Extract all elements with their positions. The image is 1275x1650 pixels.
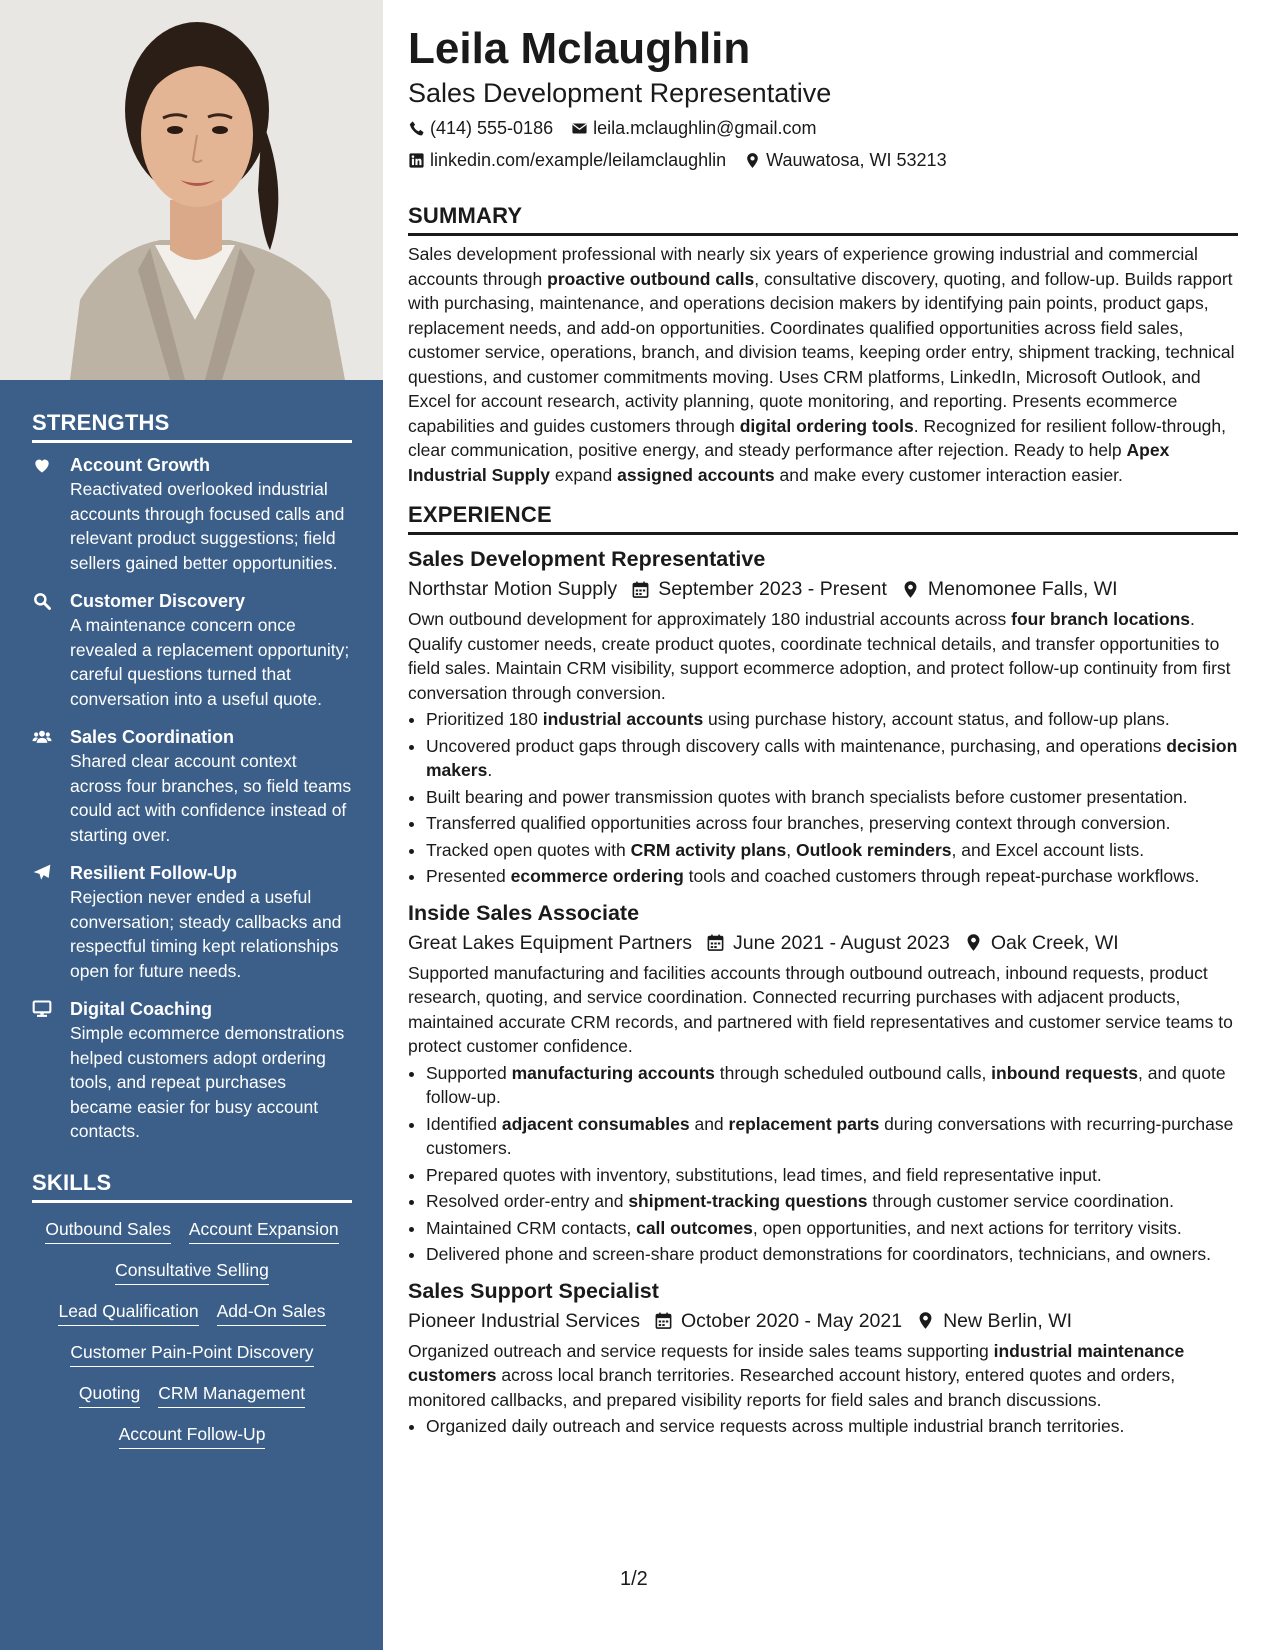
bullet-item <box>426 1242 1238 1267</box>
calendar-icon <box>706 933 725 952</box>
job-dates <box>706 929 950 957</box>
bullet-text: Transferred qualified opportunities across four branches, preserving context through conversion. <box>426 813 1171 833</box>
skill-row <box>32 1299 352 1326</box>
job-meta <box>408 929 1238 957</box>
experience-heading: EXPERIENCE <box>408 501 1238 535</box>
bullet-text: and <box>689 1113 729 1134</box>
skill-tag: Account Expansion <box>189 1217 339 1244</box>
bullet-item <box>426 1216 1238 1241</box>
job-company: Great Lakes Equipment Partners <box>408 931 692 954</box>
job-title: Inside Sales Associate <box>408 900 640 925</box>
job-dates-text: October 2020 - May 2021 <box>680 1309 903 1332</box>
bullet-text: Delivered phone and screen-share product demonstrations for coordinators, technicians, and owners. <box>426 1244 1212 1264</box>
skill-tag: Customer Pain-Point Discovery <box>70 1340 313 1367</box>
job-location-text: Oak Creek, WI <box>990 931 1119 954</box>
bullet-text: , and Excel account lists. <box>951 839 1145 860</box>
job-desc-part: . Qualify customer needs, create product quotes, coordinate technical details, and transfer opportunities to field sales. Maintain CRM visibility, support ecommerce adoption, and protect follow-up continuity from first conversation through conversion. <box>408 609 1231 703</box>
bullet-text: , <box>786 839 796 860</box>
search-icon <box>32 591 52 611</box>
summary-emphasis: Apex Industrial Supply <box>408 440 1170 485</box>
bullet-item <box>426 734 1238 783</box>
bullet-text: tools and coached customers through repeat-purchase workflows. <box>683 866 1200 886</box>
job-company: Pioneer Industrial Services <box>408 1309 640 1332</box>
profile-photo <box>0 0 383 380</box>
bullet-item <box>426 785 1238 810</box>
bullet-item <box>426 1414 1238 1439</box>
bullet-item <box>426 1112 1238 1161</box>
contact-linkedin[interactable] <box>408 148 726 172</box>
bullet-text: Uncovered product gaps through discovery calls with maintenance, purchasing, and operations <box>426 735 1167 756</box>
users-icon <box>32 727 52 747</box>
skill-tag: CRM Management <box>158 1381 305 1408</box>
job-meta <box>408 575 1238 603</box>
strength-item <box>32 589 352 711</box>
job-desc-emphasis: four branch locations <box>1011 609 1191 629</box>
bullet-text: Presented <box>426 866 511 886</box>
candidate-title: Sales Development Representative <box>408 78 832 108</box>
skill-tag: Outbound Sales <box>45 1217 171 1244</box>
job-bullets <box>408 1061 1238 1267</box>
calendar-icon <box>631 580 650 599</box>
strength-description: Simple ecommerce demonstrations helped customers adopt ordering tools, and repeat purchases became easier for busy account contacts. <box>70 1023 345 1141</box>
summary-emphasis: digital ordering tools <box>739 415 914 436</box>
contact-line <box>408 148 1238 172</box>
skill-row <box>32 1340 352 1367</box>
summary-text-part: expand <box>549 464 618 485</box>
phone-icon <box>408 120 425 137</box>
job-description <box>408 1339 1238 1413</box>
skill-tag: Lead Qualification <box>58 1299 198 1326</box>
map-pin-icon <box>901 580 920 599</box>
job-desc-part: across local branch territories. Researched account history, entered quotes and orders, monitored callbacks, and prepared visibility reports for field sales and branch discussions. <box>408 1365 1176 1410</box>
bullet-text: Resolved order-entry and <box>426 1191 629 1211</box>
job-dates-text: June 2021 - August 2023 <box>732 931 950 954</box>
strength-title: Digital Coaching <box>70 999 213 1019</box>
calendar-icon <box>654 1311 673 1330</box>
skill-row <box>32 1217 352 1244</box>
map-pin-icon <box>916 1311 935 1330</box>
linkedin-text: linkedin.com/example/leilamclaughlin <box>430 150 727 170</box>
strength-title: Resilient Follow-Up <box>70 863 238 883</box>
strength-description: Shared clear account context across four branches, so field teams could act with confidence instead of starting over. <box>70 751 352 845</box>
monitor-icon <box>32 999 52 1019</box>
bullet-text: during conversations with recurring-purchase customers. <box>426 1113 1234 1158</box>
skill-tag: Quoting <box>79 1381 140 1408</box>
bullet-text: Built bearing and power transmission quotes with branch specialists before customer presentation. <box>426 786 1188 807</box>
job-location-text: Menomonee Falls, WI <box>927 578 1118 600</box>
job-title: Sales Development Representative <box>408 547 766 571</box>
bullet-emphasis: inbound requests <box>991 1062 1138 1083</box>
summary-text-part: , consultative discovery, quoting, and follow-up. Builds rapport with purchasing, maintenance, and operations decision makers by identifying pain points, product gaps, replacement needs, and add-on opportunities. Coordinates qualified opportunities across field sales, customer service, operations, branch, and division teams, keeping order entry, shipment tracking, technical questions, and customer commitments moving. Uses CRM platforms, LinkedIn, Microsoft Outlook, and Excel for account research, activity planning, quote monitoring, and reporting. Presents ecommerce capabilities and guides customers through <box>408 268 1235 436</box>
bullet-item <box>426 864 1238 889</box>
summary-text-part: . Recognized for resilient follow-through, clear communication, positive energy, and steady performance after rejection. Ready to help <box>408 415 1227 460</box>
job-company: Northstar Motion Supply <box>408 578 618 600</box>
job-location <box>964 929 1119 957</box>
strengths-heading: STRENGTHS <box>32 410 352 443</box>
summary-text <box>408 242 1238 487</box>
bullet-text: Organized daily outreach and service requests across multiple industrial branch territories. <box>426 1416 1125 1436</box>
map-pin-icon <box>964 933 983 952</box>
job-dates-text: September 2023 - Present <box>658 578 887 600</box>
bullet-item <box>426 838 1238 863</box>
bullet-item <box>426 811 1238 836</box>
job-title: Sales Support Specialist <box>408 1278 659 1303</box>
portrait-illustration <box>0 0 383 380</box>
bullet-item <box>426 707 1238 732</box>
job-description <box>408 607 1238 705</box>
job-entry <box>408 545 1238 889</box>
job-bullets <box>408 707 1238 889</box>
strength-title: Sales Coordination <box>70 727 235 747</box>
skill-tag: Consultative Selling <box>115 1258 269 1285</box>
paper-plane-icon <box>32 863 52 883</box>
bullet-text: , open opportunities, and next actions for territory visits. <box>752 1217 1182 1238</box>
strength-item <box>32 861 352 983</box>
map-pin-icon <box>744 152 761 169</box>
summary-heading: SUMMARY <box>408 202 1238 236</box>
skill-tag: Account Follow-Up <box>119 1422 266 1449</box>
bullet-text: through scheduled outbound calls, <box>714 1062 992 1083</box>
summary-emphasis: proactive outbound calls <box>547 268 755 289</box>
summary-text-part: Sales development professional with nearly six years of experience growing industrial and commercial accounts through <box>408 244 1198 289</box>
bullet-emphasis: adjacent consumables <box>501 1113 690 1134</box>
bullet-emphasis: ecommerce ordering <box>510 866 684 886</box>
contact-phone <box>408 116 553 140</box>
bullet-item <box>426 1163 1238 1188</box>
bullet-item <box>426 1189 1238 1214</box>
job-location-text: New Berlin, WI <box>943 1309 1073 1332</box>
contact-location <box>744 148 946 172</box>
skill-tag: Add-On Sales <box>217 1299 326 1326</box>
skills-heading: SKILLS <box>32 1170 352 1203</box>
skill-row <box>32 1381 352 1408</box>
bullet-text: . <box>487 760 493 780</box>
strength-title: Customer Discovery <box>70 591 246 611</box>
bullet-emphasis: manufacturing accounts <box>511 1062 715 1083</box>
contact-line <box>408 116 1238 140</box>
bullet-text: , and quote follow-up. <box>426 1062 1226 1107</box>
bullet-emphasis: call outcomes <box>636 1217 753 1238</box>
contact-email[interactable] <box>571 116 816 140</box>
strength-item <box>32 725 352 847</box>
strength-title: Account Growth <box>70 455 210 475</box>
strength-description: Rejection never ended a useful conversation; steady callbacks and respectful timing kept relationships open for future needs. <box>70 887 342 981</box>
linkedin-icon <box>408 152 425 169</box>
job-desc-part: Organized outreach and service requests for inside sales teams supporting <box>408 1340 994 1361</box>
job-desc-emphasis: industrial maintenance customers <box>408 1340 1185 1385</box>
phone-text: (414) 555-0186 <box>430 118 554 138</box>
bullet-emphasis: shipment-tracking questions <box>628 1191 868 1211</box>
heart-icon <box>32 455 52 475</box>
candidate-name: Leila Mclaughlin <box>408 24 751 73</box>
email-text: leila.mclaughlin@gmail.com <box>593 118 817 138</box>
skills-section <box>32 1170 352 1449</box>
job-dates <box>654 1307 902 1335</box>
bullet-item <box>426 1061 1238 1110</box>
bullet-emphasis: Outlook reminders <box>795 839 952 860</box>
bullet-text: through customer service coordination. <box>867 1191 1174 1211</box>
summary-text-part: and make every customer interaction easier. <box>774 464 1123 485</box>
skill-row <box>32 1258 352 1285</box>
bullet-emphasis: industrial accounts <box>542 709 704 729</box>
location-text: Wauwatosa, WI 53213 <box>766 150 947 170</box>
job-bullets <box>408 1414 1238 1439</box>
job-location <box>901 575 1118 603</box>
bullet-emphasis: replacement parts <box>728 1113 880 1134</box>
job-meta <box>408 1307 1238 1335</box>
bullet-text: Identified <box>426 1113 502 1134</box>
job-entry <box>408 899 1238 1267</box>
bullet-emphasis: CRM activity plans <box>630 839 787 860</box>
page-number: 1/2 <box>620 1568 648 1590</box>
skill-row <box>32 1422 352 1449</box>
bullet-text: Supported <box>426 1062 512 1083</box>
sidebar <box>0 0 383 1650</box>
bullet-text: Maintained CRM contacts, <box>426 1217 637 1238</box>
strength-description: A maintenance concern once revealed a replacement opportunity; careful questions turned that conversation into a useful quote. <box>70 615 350 709</box>
strength-item <box>32 997 352 1144</box>
strength-description: Reactivated overlooked industrial accounts through focused calls and relevant product suggestions; field sellers gained better opportunities. <box>70 479 345 573</box>
strength-item <box>32 453 352 575</box>
bullet-text: Prioritized 180 <box>426 709 543 729</box>
bullet-text: Tracked open quotes with <box>426 839 631 860</box>
main-content <box>408 22 1238 1439</box>
job-location <box>916 1307 1072 1335</box>
bullet-emphasis: decision makers <box>426 735 1238 780</box>
job-dates <box>631 575 887 603</box>
bullet-text: using purchase history, account status, and follow-up plans. <box>703 709 1170 729</box>
job-description: Supported manufacturing and facilities accounts through outbound outreach, inbound requests, product research, quoting, and service coordination. Connected recurring purchases with adjacent products, maintained accurate CRM records, and partnered with field representatives and customer service teams to protect customer confidence. <box>408 962 1233 1056</box>
job-entry <box>408 1277 1238 1439</box>
bullet-text: Prepared quotes with inventory, substitutions, lead times, and field representative input. <box>426 1164 1102 1185</box>
envelope-icon <box>571 120 588 137</box>
job-desc-part: Own outbound development for approximately 180 industrial accounts across <box>408 609 1012 629</box>
summary-emphasis: assigned accounts <box>617 464 775 485</box>
